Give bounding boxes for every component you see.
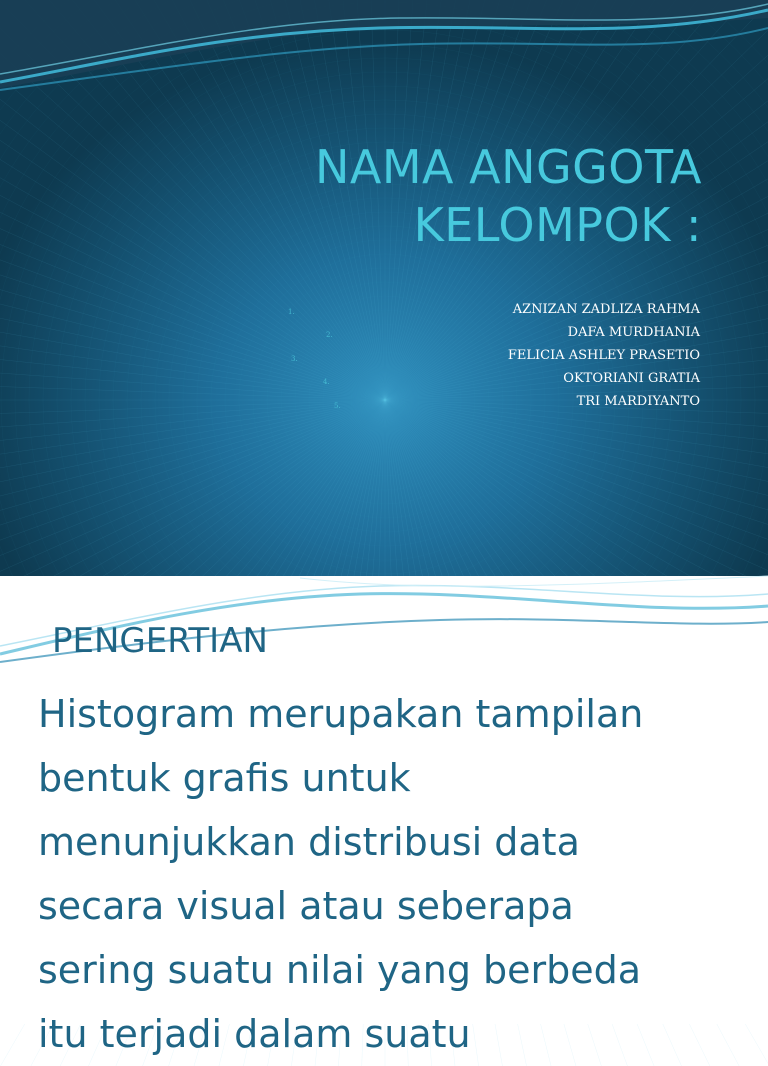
definition-text	[38, 682, 758, 1066]
member-number-5: 5.	[334, 402, 341, 410]
member-name: DAFA MURDHANIA	[567, 325, 700, 340]
member-number-1: 1.	[288, 308, 295, 316]
member-number-3: 3.	[291, 355, 298, 363]
body-line: menunjukkan distribusi data	[38, 820, 580, 864]
member-name: OKTORIANI GRATIA	[563, 371, 700, 386]
slide-2	[0, 576, 768, 1056]
title-line-2: KELOMPOK :	[413, 198, 702, 252]
member-name: AZNIZAN ZADLIZA RAHMA	[512, 302, 700, 317]
body-line: secara visual atau seberapa	[38, 884, 574, 928]
section-heading: PENGERTIAN	[52, 621, 268, 661]
body-line: Histogram merupakan tampilan	[38, 692, 644, 736]
title-line-1: NAMA ANGGOTA	[314, 140, 702, 194]
member-list	[508, 298, 700, 413]
body-line: bentuk grafis untuk	[38, 756, 411, 800]
member-name: FELICIA ASHLEY PRASETIO	[507, 348, 700, 363]
member-name: TRI MARDIYANTO	[576, 394, 700, 409]
member-number-4: 4.	[323, 378, 330, 386]
body-line: itu terjadi dalam suatu	[38, 1012, 471, 1056]
member-number-2: 2.	[326, 331, 333, 339]
body-line: sering suatu nilai yang berbeda	[38, 948, 642, 992]
